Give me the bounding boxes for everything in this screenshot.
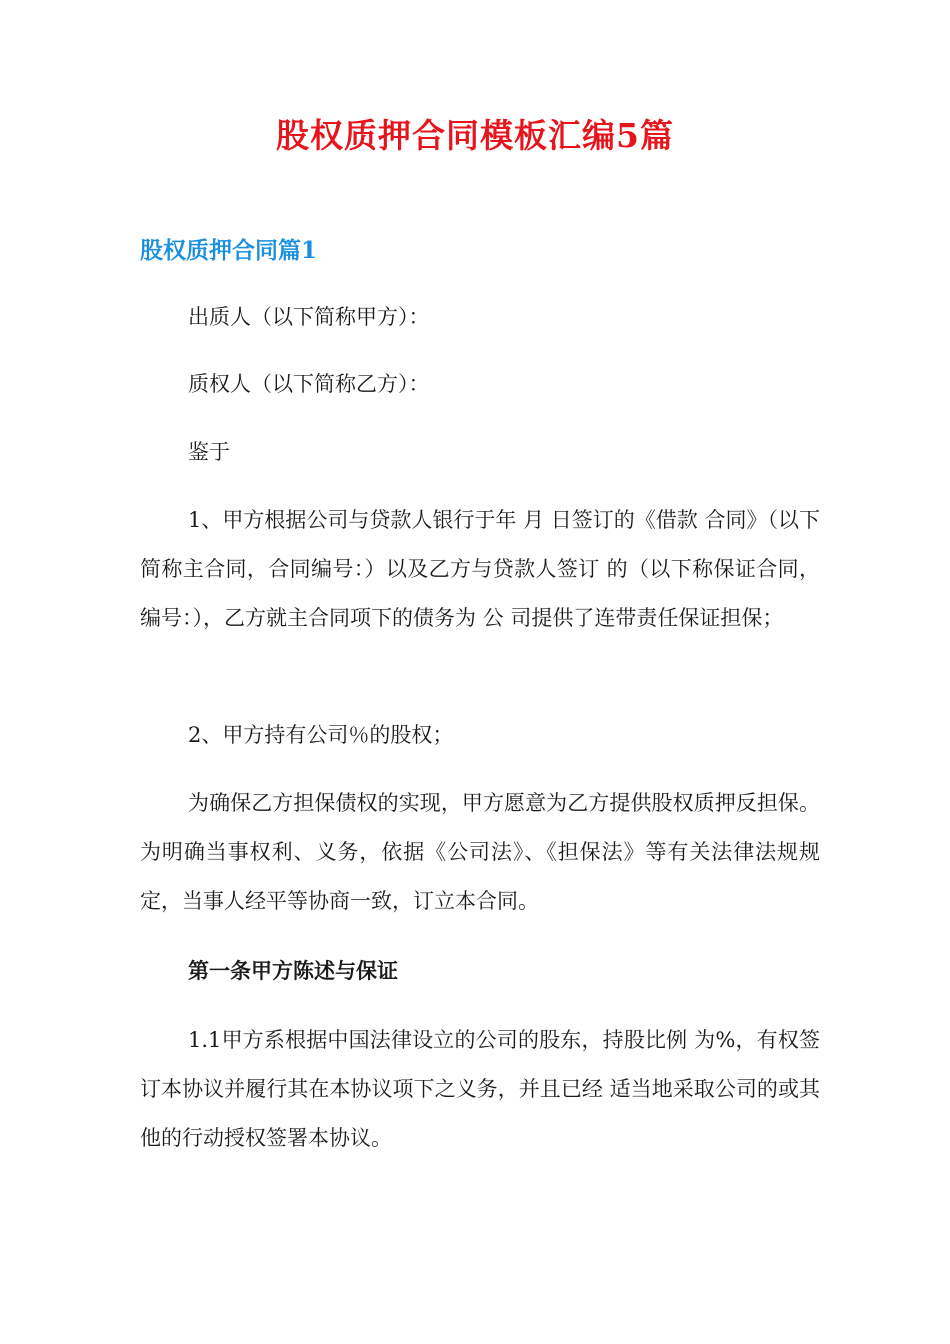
purpose-paragraph: 为确保乙方担保债权的实现，甲方愿意为乙方提供股权质押反担保。为明确当事权利、义务，依据《公司法》、《担保法》等有关法律法规规定，当事人经平等协商一致，订立本合同。: [140, 791, 820, 913]
pledgee-line: 质权人（以下简称乙方）：: [188, 372, 430, 396]
article-1-heading: 第一条甲方陈述与保证: [188, 958, 398, 983]
whereas-line: 鉴于: [188, 440, 230, 464]
recital-item-2: 2、甲方持有公司％的股权；: [188, 723, 454, 747]
section-heading: 股权质押合同篇1: [140, 237, 318, 264]
recital-item-1: 1、甲方根据公司与贷款人银行于年 月 日签订的《借款 合同》（以下简称主合同，合同编号：）以及乙方与贷款人签订 的（以下称保证合同，编号：），乙方就主合同项下的债务为 公 司提供了连带责任保证担保；: [140, 508, 820, 630]
article-1-clause-1: 1.1甲方系根据中国法律设立的公司的股东，持股比例 为%，有权签订本协议并履行其在本协议项下之义务，并且已经 适当地采取公司的或其他的行动授权签署本协议。: [140, 1028, 820, 1150]
document-title: 股权质押合同模板汇编5篇: [276, 116, 674, 155]
pledgor-line: 出质人（以下简称甲方）：: [188, 305, 430, 329]
